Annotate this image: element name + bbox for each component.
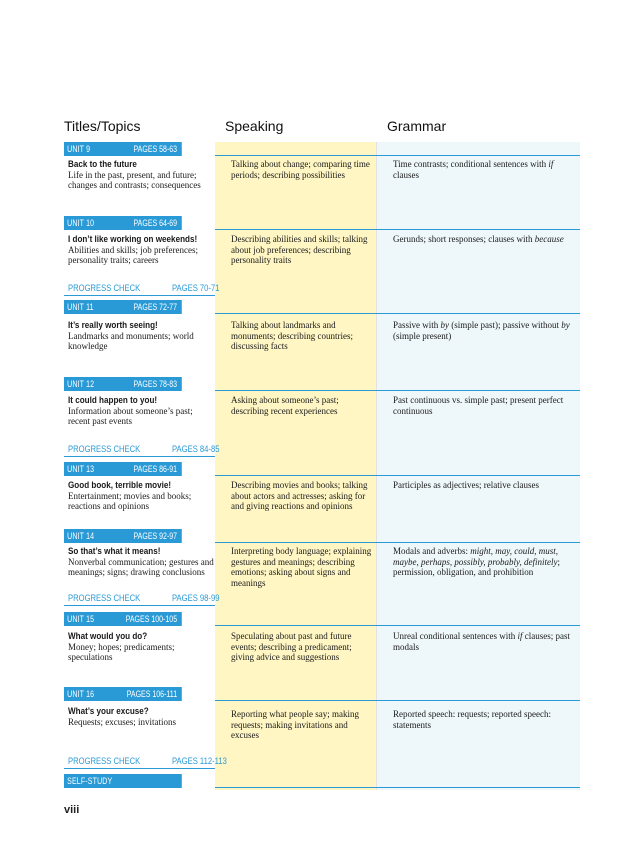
unit-title-block	[68, 631, 214, 663]
progress-check-row[interactable]	[64, 593, 220, 606]
unit-pages: PAGES 86-91	[133, 464, 178, 474]
unit-title-block	[68, 480, 214, 512]
unit-label: UNIT 11	[67, 302, 94, 312]
unit-pages: PAGES 58-63	[133, 144, 178, 154]
progress-check-pages: PAGES 70-71	[172, 283, 220, 293]
unit-title-block	[68, 546, 214, 578]
unit-rule	[215, 155, 580, 156]
unit-title: What’s your excuse?	[68, 706, 149, 716]
unit-pages: PAGES 72-77	[133, 302, 178, 312]
unit-pages: PAGES 78-83	[133, 379, 178, 389]
unit-label: UNIT 10	[67, 218, 95, 228]
unit-title-block	[68, 395, 214, 427]
unit-topics: Entertainment; movies and books; reactions and opinions	[68, 490, 192, 511]
progress-check-pages: PAGES 98-99	[172, 593, 220, 603]
progress-check-label: PROGRESS CHECK	[68, 283, 141, 293]
unit-grammar: Modals and adverbs: might, may, could, must, maybe, perhaps, possibly, probably, definitely; permission, obligation, and prohibition	[393, 546, 560, 577]
unit-title: What would you do?	[68, 631, 148, 641]
unit-pages: PAGES 64-69	[133, 218, 178, 228]
unit-bar[interactable]	[64, 300, 182, 314]
column-divider	[376, 142, 377, 790]
unit-bar[interactable]	[64, 687, 182, 701]
unit-grammar: Participles as adjectives; relative clauses	[393, 480, 539, 490]
unit-topics: Requests; excuses; invitations	[68, 716, 176, 727]
self-study-label: SELF-STUDY	[67, 776, 113, 786]
page-number: viii	[64, 804, 80, 816]
unit-title-block	[68, 159, 214, 191]
unit-title-block	[68, 320, 214, 352]
unit-rule	[215, 313, 580, 314]
unit-rule	[215, 390, 580, 391]
progress-check-pages: PAGES 84-85	[172, 444, 220, 454]
unit-speaking: Talking about landmarks and monuments; describing countries; discussing facts	[231, 320, 353, 351]
unit-speaking: Interpreting body language; explaining gestures and meanings; describing emotions; asking about signs and meanings	[231, 546, 372, 588]
unit-label: UNIT 16	[67, 689, 95, 699]
unit-grammar: Time contrasts; conditional sentences with if clauses	[393, 159, 554, 180]
unit-grammar: Reported speech: requests; reported speech: statements	[393, 709, 551, 730]
unit-label: UNIT 14	[67, 531, 95, 541]
unit-title: Back to the future	[68, 159, 137, 169]
unit-speaking: Speculating about past and future events; describing a predicament; giving advice and suggestions	[231, 631, 352, 662]
self-study-rule	[215, 787, 580, 788]
unit-grammar: Past continuous vs. simple past; present perfect continuous	[393, 395, 564, 416]
unit-speaking: Describing abilities and skills; talking about job preferences; describing personality traits	[231, 234, 368, 265]
column-header-titles: Titles/Topics	[64, 118, 141, 134]
progress-check-label: PROGRESS CHECK	[68, 593, 141, 603]
unit-speaking: Asking about someone’s past; describing recent experiences	[231, 395, 339, 416]
self-study-bar[interactable]	[64, 774, 182, 788]
unit-title-block	[68, 234, 214, 266]
progress-check-row[interactable]	[64, 444, 220, 457]
unit-bar[interactable]	[64, 142, 182, 156]
unit-label: UNIT 12	[67, 379, 95, 389]
unit-label: UNIT 13	[67, 464, 95, 474]
unit-pages: PAGES 100-105	[125, 614, 178, 624]
unit-bar[interactable]	[64, 462, 182, 476]
unit-title: So that’s what it means!	[68, 546, 161, 556]
progress-check-label: PROGRESS CHECK	[68, 444, 141, 454]
unit-rule	[215, 625, 580, 626]
unit-title: It could happen to you!	[68, 395, 158, 405]
column-header-speaking: Speaking	[225, 118, 284, 134]
unit-topics: Information about someone’s past; recent past events	[68, 405, 193, 426]
unit-rule	[215, 700, 580, 701]
unit-speaking: Reporting what people say; making requests; making invitations and excuses	[231, 709, 359, 740]
unit-rule	[215, 229, 580, 230]
unit-speaking: Describing movies and books; talking about actors and actresses; asking for and giving reactions and opinions	[231, 480, 368, 511]
unit-rule	[215, 542, 580, 543]
unit-topics: Money; hopes; predicaments; speculations	[68, 641, 175, 662]
unit-grammar: Gerunds; short responses; clauses with because	[393, 234, 564, 244]
unit-label: UNIT 15	[67, 614, 95, 624]
unit-bar[interactable]	[64, 377, 182, 391]
unit-topics: Life in the past, present, and future; changes and contrasts; consequences	[68, 169, 201, 190]
unit-grammar: Passive with by (simple past); passive without by (simple present)	[393, 320, 570, 341]
unit-title: It’s really worth seeing!	[68, 320, 158, 330]
unit-pages: PAGES 92-97	[133, 531, 178, 541]
column-header-grammar: Grammar	[387, 118, 447, 134]
unit-pages: PAGES 106-111	[126, 689, 178, 699]
progress-check-row[interactable]	[64, 756, 227, 769]
unit-label: UNIT 9	[67, 144, 91, 154]
progress-check-label: PROGRESS CHECK	[68, 756, 141, 766]
unit-title-block	[68, 706, 214, 727]
unit-bar[interactable]	[64, 612, 182, 626]
unit-bar[interactable]	[64, 529, 182, 543]
unit-topics: Landmarks and monuments; world knowledge	[68, 330, 194, 351]
progress-check-pages: PAGES 112-113	[172, 756, 227, 766]
unit-grammar: Unreal conditional sentences with if clauses; past modals	[393, 631, 570, 652]
unit-rule	[215, 475, 580, 476]
unit-topics: Abilities and skills; job preferences; personality traits; careers	[68, 244, 198, 265]
unit-title: I don’t like working on weekends!	[68, 234, 198, 244]
unit-title: Good book, terrible movie!	[68, 480, 172, 490]
unit-speaking: Talking about change; comparing time periods; describing possibilities	[231, 159, 370, 180]
progress-check-row[interactable]	[64, 283, 220, 296]
unit-bar[interactable]	[64, 216, 182, 230]
unit-topics: Nonverbal communication; gestures and meanings; signs; drawing conclusions	[68, 556, 214, 577]
